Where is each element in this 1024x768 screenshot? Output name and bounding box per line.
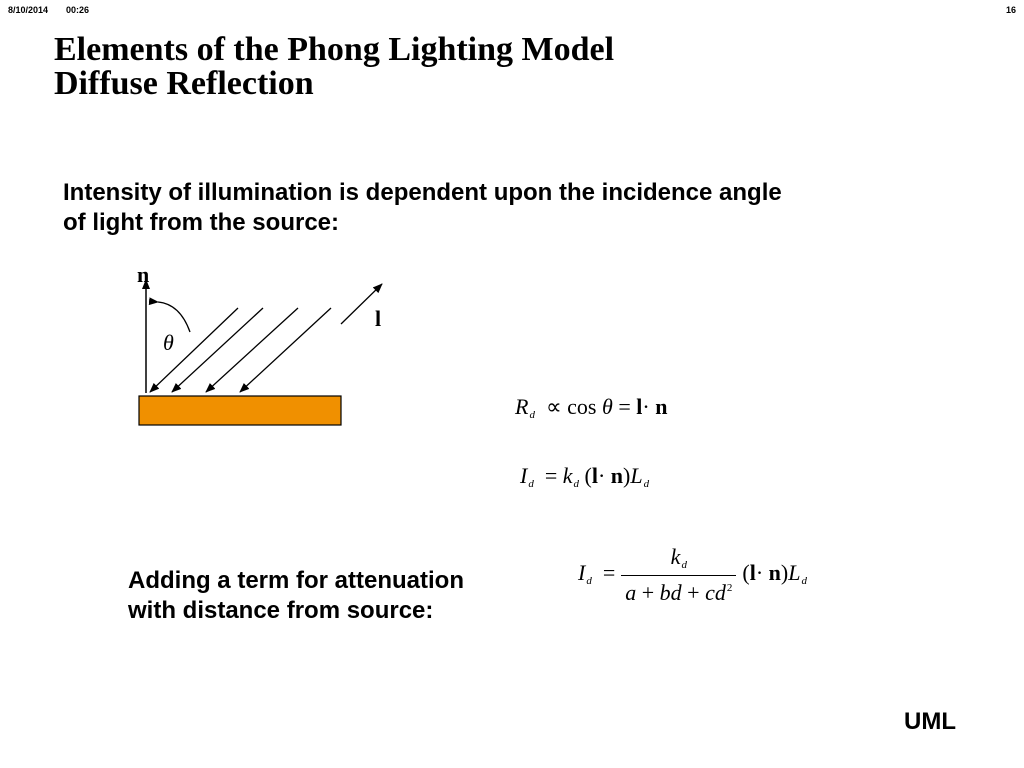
intro-text	[63, 178, 782, 238]
angle-arc	[158, 302, 190, 332]
slide-title	[54, 33, 614, 101]
equation-diffuse-intensity: $I_d = k_d$ $(l\cdot n)L_d$	[520, 463, 650, 490]
uml-logo: UML	[904, 708, 956, 735]
title-line-1: Elements of the Phong Lighting Model	[54, 31, 615, 68]
slide-date: 8/10/2014	[8, 5, 49, 15]
intro-line-1: Intensity of illumination is dependent upon the incidence angle	[63, 179, 782, 206]
surface-rectangle	[139, 396, 341, 425]
angle-label: θ	[163, 330, 174, 355]
attenuation-text	[128, 566, 464, 626]
intro-line-2: of light from the source:	[63, 209, 339, 236]
normal-label: n	[137, 262, 150, 287]
diffuse-reflection-diagram	[120, 260, 400, 440]
attenuation-fraction	[621, 544, 736, 606]
equation-diffuse-proportionality: $R_d \propto \cos \theta = l\cdot n$	[515, 394, 668, 421]
fraction-denominator: a + bd + $cd^2$	[621, 575, 736, 606]
fraction-numerator: $k_d$	[670, 544, 687, 571]
slide-time: 00:26	[66, 5, 90, 15]
title-line-2: Diffuse Reflection	[54, 65, 314, 102]
attenuation-line-1: Adding a term for attenuation	[128, 567, 464, 594]
light-ray-3	[206, 308, 298, 392]
light-ray-2	[172, 308, 263, 392]
equation-attenuated-intensity: $I_d$ = $\frac{k_d}{a + bd + cd^2}$ $(l\cdot n)L_d$	[578, 544, 807, 605]
light-ray-4	[240, 308, 331, 392]
attenuation-line-2: with distance from source:	[128, 597, 434, 624]
light-label: l	[375, 306, 382, 331]
slide-page-number: 16	[1005, 5, 1016, 15]
